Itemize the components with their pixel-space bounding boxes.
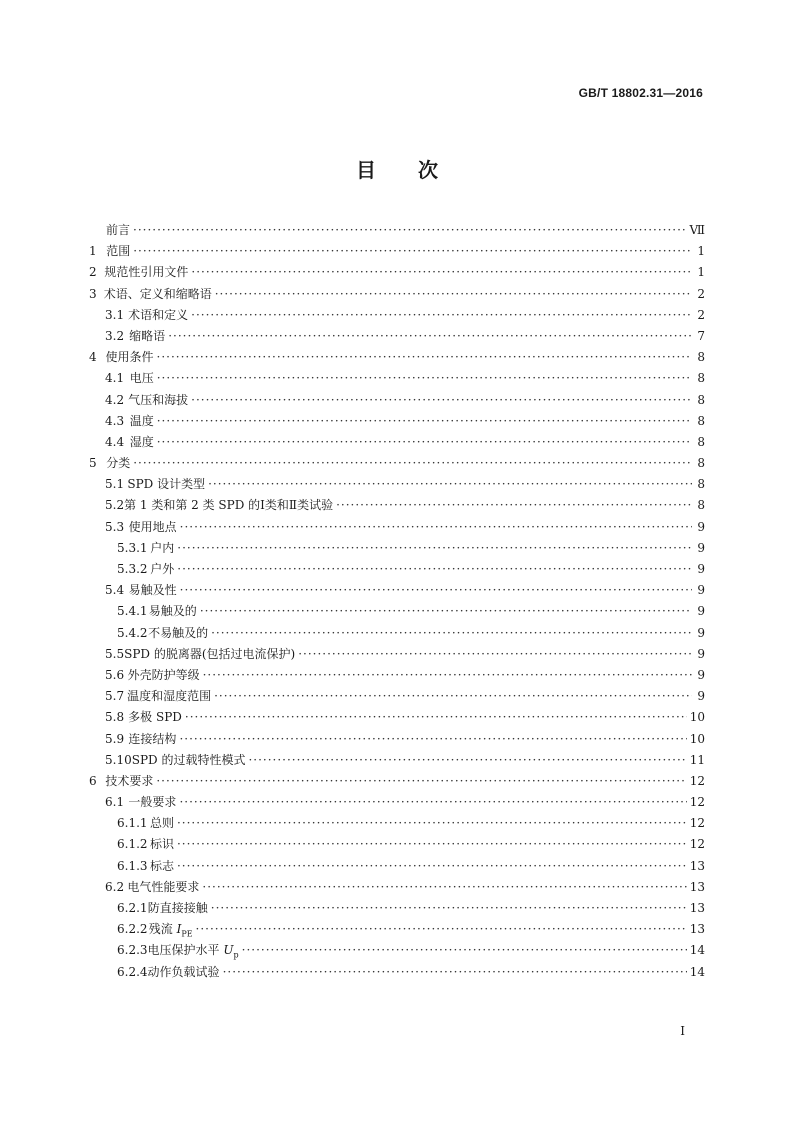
toc-entry-title: 电压保护水平 $U_p$ — [147, 943, 239, 960]
toc-entry-title: 缩略语 — [129, 328, 166, 343]
toc-entry-number: 6.2.4 — [117, 964, 148, 979]
toc-entry[interactable] — [89, 495, 705, 516]
dot-leader — [208, 474, 692, 495]
toc-entry-title: SPD 的过载特性模式 — [131, 752, 246, 767]
toc-entry-page: 1 — [697, 265, 705, 280]
dot-leader — [336, 495, 692, 516]
title-char-2: 次 — [418, 158, 438, 182]
toc-entry[interactable] — [89, 580, 705, 601]
toc-entry[interactable] — [89, 601, 705, 622]
toc-entry-number: 5.4 — [105, 583, 125, 598]
toc-entry-title: 第 1 类和第 2 类 SPD 的Ⅰ类和Ⅱ类试验 — [124, 498, 334, 513]
toc-entry-title: 不易触及的 — [148, 625, 209, 640]
toc-entry-number: 6.2 — [105, 879, 125, 894]
toc-entry-page: 9 — [697, 604, 705, 619]
toc-entry-title: 连接结构 — [128, 731, 177, 746]
toc-entry-title: 范围 — [106, 244, 131, 259]
dot-leader — [191, 390, 692, 411]
toc-entry[interactable] — [89, 559, 705, 580]
toc-entry-page: 8 — [697, 350, 705, 365]
dot-leader — [180, 580, 692, 601]
toc-entry-title: 动作负载试验 — [147, 964, 220, 979]
toc-entry-page: 8 — [697, 477, 705, 492]
dot-leader — [211, 623, 692, 644]
toc-entry-page: 9 — [697, 519, 705, 534]
toc-entry-page: 8 — [697, 413, 705, 428]
dot-leader — [223, 962, 687, 983]
toc-entry-number: 4.3 — [105, 413, 125, 428]
toc-entry[interactable] — [89, 813, 705, 834]
toc-entry[interactable] — [89, 220, 705, 241]
dot-leader — [215, 284, 692, 305]
toc-entry-page: 2 — [697, 286, 705, 301]
dot-leader — [157, 347, 693, 368]
dot-leader — [177, 559, 692, 580]
toc-entry-title: 湿度 — [129, 434, 154, 449]
dot-leader — [177, 538, 692, 559]
toc-entry-number: 3.2 — [105, 328, 125, 343]
toc-entry-number: 4.2 — [105, 392, 125, 407]
toc-entry-title: 标识 — [149, 837, 174, 852]
title-char-1: 目 — [356, 158, 376, 182]
toc-entry-title: SPD 的脱离器(包括过电流保护) — [124, 646, 296, 661]
toc-entry-title: 术语和定义 — [128, 307, 189, 322]
toc-entry-page: Ⅶ — [689, 223, 705, 237]
toc-entry-title: 电气性能要求 — [127, 879, 200, 894]
toc-entry-title: 易触及的 — [148, 604, 197, 619]
toc-entry-title: 户内 — [150, 540, 175, 555]
toc-entry-number: 5.5 — [105, 646, 125, 661]
toc-entry[interactable] — [89, 792, 705, 813]
toc-entry-page: 7 — [697, 328, 705, 343]
toc-entry[interactable] — [89, 919, 705, 940]
toc-entry-page: 10 — [689, 710, 705, 725]
toc-entry-page: 8 — [697, 456, 705, 471]
toc-entry-number: 6.1.3 — [117, 858, 148, 873]
toc-entry-page: 8 — [697, 498, 705, 513]
dot-leader — [179, 729, 686, 750]
toc-entry-page: 12 — [689, 816, 705, 831]
dot-leader — [196, 919, 687, 940]
toc-entry-page: 13 — [689, 901, 705, 915]
toc-entry-title: SPD 设计类型 — [127, 477, 206, 492]
toc-entry-page: 9 — [697, 646, 705, 661]
toc-entry-page: 9 — [697, 667, 705, 682]
dot-leader — [168, 326, 692, 347]
dot-leader — [156, 771, 686, 792]
toc-entry[interactable] — [89, 262, 705, 283]
toc-entry[interactable] — [89, 474, 705, 495]
toc-entry[interactable] — [89, 623, 705, 644]
toc-entry[interactable] — [89, 453, 705, 474]
toc-entry-title: 总则 — [149, 816, 174, 831]
dot-leader — [191, 262, 692, 283]
toc-entry[interactable] — [89, 390, 705, 411]
toc-entry-title: 使用地点 — [128, 519, 177, 534]
toc-entry-number: 4.4 — [105, 434, 125, 449]
dot-leader — [298, 644, 692, 665]
toc-entry[interactable] — [89, 538, 705, 559]
toc-entry-title: 分类 — [106, 456, 131, 471]
toc-entry-number: 5.7 — [105, 689, 125, 704]
toc-entry-page: 8 — [697, 434, 705, 449]
toc-entry-page: 1 — [697, 244, 705, 259]
toc-entry-number: 5.6 — [105, 667, 125, 682]
dot-leader — [180, 517, 692, 538]
toc-entry-page: 10 — [689, 731, 705, 746]
toc-entry[interactable] — [89, 750, 705, 771]
toc-entry-page: 14 — [689, 964, 705, 979]
toc-entry-title: 前言 — [106, 223, 131, 237]
toc-entry[interactable] — [89, 940, 705, 961]
toc-entry[interactable] — [89, 411, 705, 432]
toc-entry-title: 技术要求 — [105, 773, 154, 788]
toc-entry-page: 9 — [697, 583, 705, 598]
toc-entry-number: 5.1 — [105, 477, 125, 492]
toc-entry-number: 5.3.2 — [117, 562, 148, 576]
toc-entry-number: 2 — [89, 265, 97, 280]
toc-entry-page: 9 — [697, 625, 705, 640]
toc-entry[interactable] — [89, 707, 705, 728]
standard-number: GB/T 18802.31—2016 — [578, 86, 703, 100]
toc-entry-number: 6 — [89, 773, 97, 788]
toc-entry-title: 多极 SPD — [128, 710, 182, 725]
toc-entry-title: 气压和海拔 — [128, 392, 189, 407]
toc-entry-page: 9 — [697, 540, 705, 555]
dot-leader — [133, 220, 686, 241]
toc-entry[interactable] — [89, 241, 705, 262]
toc-entry[interactable] — [89, 898, 705, 919]
toc-entry[interactable] — [89, 686, 705, 707]
toc-entry-title: 使用条件 — [105, 350, 154, 365]
dot-leader — [191, 305, 692, 326]
page-number: Ⅰ — [680, 1024, 685, 1038]
toc-entry[interactable] — [89, 877, 705, 898]
toc-entry[interactable] — [89, 326, 705, 347]
dot-leader — [214, 686, 692, 707]
dot-leader — [202, 877, 686, 898]
toc-entry-title: 防直接接触 — [147, 901, 208, 915]
toc-entry-number: 5.3.1 — [117, 540, 148, 555]
dot-leader — [157, 368, 692, 389]
toc-entry[interactable] — [89, 284, 705, 305]
toc-entry-number: 5.3 — [105, 519, 125, 534]
toc-entry-number: 6.2.1 — [117, 901, 148, 915]
toc-entry[interactable] — [89, 856, 705, 877]
toc-entry-page: 8 — [697, 371, 705, 386]
toc-entry-title: 温度和湿度范围 — [127, 689, 212, 704]
toc-entry[interactable] — [89, 517, 705, 538]
toc-entry-page: 11 — [689, 752, 705, 767]
toc-entry-number: 6.2.3 — [117, 943, 148, 958]
dot-leader — [242, 940, 687, 961]
dot-leader — [133, 453, 692, 474]
toc-entry-number: 5.10 — [105, 752, 132, 767]
toc-entry-page: 13 — [689, 858, 705, 873]
toc-entry[interactable] — [89, 347, 705, 368]
toc-entry-number: 6.1.1 — [117, 816, 148, 831]
toc-entry-page: 8 — [697, 392, 705, 407]
dot-leader — [200, 601, 692, 622]
toc-entry-title: 外壳防护等级 — [127, 667, 200, 682]
toc-entry-title: 易触及性 — [128, 583, 177, 598]
dot-leader — [157, 432, 692, 453]
dot-leader — [177, 813, 687, 834]
toc-entry-number: 4 — [89, 350, 97, 365]
toc-entry-page: 13 — [689, 922, 705, 937]
toc-entry-page: 12 — [689, 837, 705, 852]
dot-leader — [179, 792, 686, 813]
toc-entry-page: 12 — [689, 795, 705, 810]
toc-entry[interactable] — [89, 644, 705, 665]
toc-entry-page: 12 — [689, 773, 705, 788]
toc-entry-number: 1 — [89, 244, 97, 259]
toc-entry[interactable] — [89, 432, 705, 453]
toc-entry-title: 一般要求 — [128, 795, 177, 810]
toc-entry-number: 3.1 — [105, 307, 125, 322]
toc-entry[interactable] — [89, 665, 705, 686]
toc-entry[interactable] — [89, 771, 705, 792]
toc-entry-title: 术语、定义和缩略语 — [103, 286, 212, 301]
toc-entry[interactable] — [89, 834, 705, 855]
toc-entry-title: 残流 $I_{PE}$ — [148, 922, 193, 939]
toc-entry-number: 5 — [89, 456, 97, 471]
toc-entry-page: 9 — [697, 562, 705, 576]
toc-entry-number: 4.1 — [105, 371, 125, 386]
toc-entry[interactable] — [89, 368, 705, 389]
dot-leader — [248, 750, 686, 771]
dot-leader — [177, 856, 687, 877]
toc-entry-number: 5.4.1 — [117, 604, 148, 619]
toc-entry-number: 5.9 — [105, 731, 125, 746]
dot-leader — [211, 898, 687, 919]
toc-entry-title: 电压 — [129, 371, 154, 386]
toc-entry-page: 2 — [697, 307, 705, 322]
table-of-contents — [89, 220, 705, 983]
dot-leader — [177, 834, 687, 855]
toc-entry-title: 标志 — [149, 858, 174, 873]
toc-entry-title: 户外 — [150, 562, 175, 576]
dot-leader — [203, 665, 692, 686]
toc-entry-number: 5.4.2 — [117, 625, 148, 640]
toc-entry-number: 6.1.2 — [117, 837, 148, 852]
toc-entry-page: 13 — [689, 879, 705, 894]
toc-entry[interactable] — [89, 962, 705, 983]
dot-leader — [157, 411, 692, 432]
dot-leader — [185, 707, 687, 728]
toc-entry-title: 温度 — [129, 413, 154, 428]
toc-entry-number: 5.2 — [105, 498, 125, 513]
toc-entry-page: 14 — [689, 943, 705, 958]
toc-entry-number: 3 — [89, 286, 97, 301]
toc-entry-title: 规范性引用文件 — [104, 265, 189, 280]
toc-entry[interactable] — [89, 729, 705, 750]
toc-entry-number: 6.2.2 — [117, 922, 148, 937]
page-title — [0, 154, 794, 183]
toc-entry-number: 5.8 — [105, 710, 125, 725]
toc-entry[interactable] — [89, 305, 705, 326]
toc-entry-number: 6.1 — [105, 795, 125, 810]
toc-entry-page: 9 — [697, 689, 705, 704]
dot-leader — [133, 241, 692, 262]
